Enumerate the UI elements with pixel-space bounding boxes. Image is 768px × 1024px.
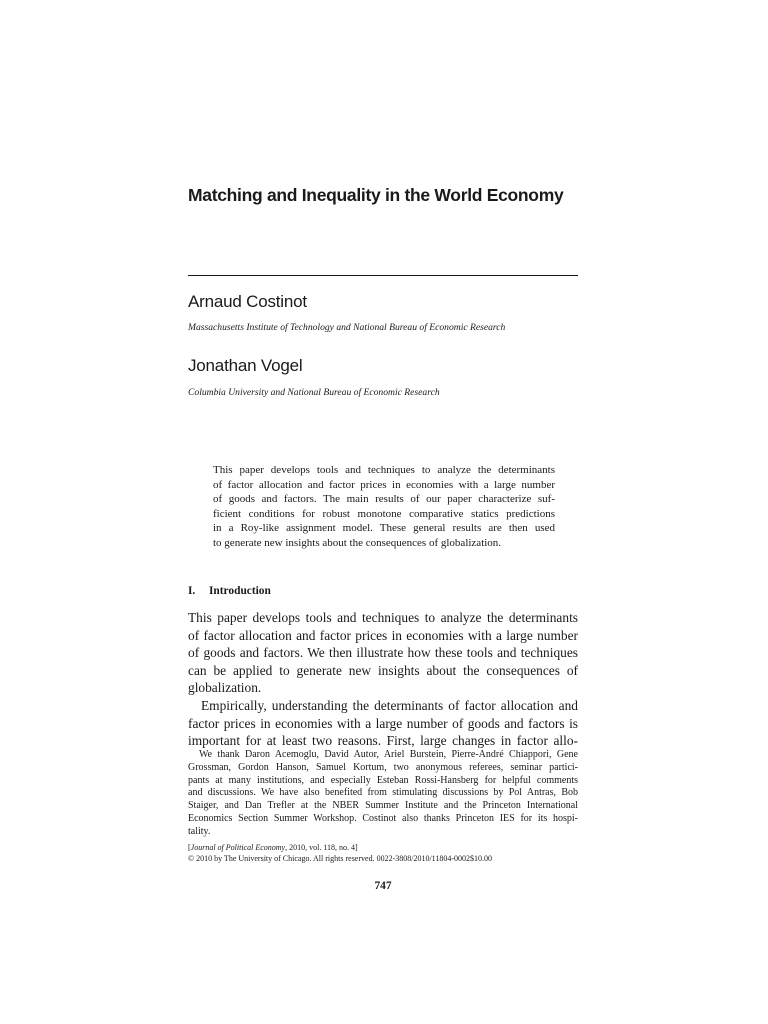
journal-name: Journal of Political Economy — [190, 843, 286, 852]
abstract-line: in a Roy-like assignment model. These general results are then used — [213, 522, 555, 535]
body-line: factor prices in economies with a large number of goods and factors is — [188, 715, 578, 731]
abstract — [213, 463, 555, 551]
body-line: This paper develops tools and techniques to analyze the determinants — [188, 610, 578, 625]
abstract-line: to generate new insights about the consequences of globalization. — [213, 536, 502, 549]
author-name-2: Jonathan Vogel — [188, 356, 303, 375]
page-number: 747 — [374, 880, 392, 892]
citation-details: , 2010, vol. 118, no. 4] — [285, 843, 358, 852]
section-title: Introduction — [209, 585, 271, 597]
copyright-line: © 2010 by The University of Chicago. All rights reserved. 0022-3808/2010/11804-0002$10.00 — [188, 854, 493, 863]
author-affiliation-2: Columbia University and National Bureau of Economic Research — [188, 387, 440, 398]
body-text — [188, 609, 578, 750]
body-line: can be applied to generate new insights about the consequences of — [188, 662, 578, 678]
abstract-line: of factor allocation and factor prices in economies with a large number — [213, 478, 555, 491]
body-line: important for at least two reasons. First, large changes in factor allo- — [188, 733, 578, 749]
footnote-line: pants at many institutions, and especially Esteban Rossi-Hansberg for helpful comments — [188, 774, 578, 786]
body-line: of factor allocation and factor prices in economies with a large number — [188, 627, 578, 643]
author-affiliation-1: Massachusetts Institute of Technology and National Bureau of Economic Research — [188, 322, 506, 333]
abstract-line: ficient conditions for robust monotone comparative statics predictions — [213, 507, 555, 520]
footnote-line: We thank Daron Acemoglu, David Autor, Ariel Burstein, Pierre-André Chiappori, Gene — [199, 749, 578, 760]
paper-title: Matching and Inequality in the World Economy — [188, 185, 564, 205]
footnote-line: Staiger, and Dan Trefler at the NBER Summer Institute and the Princeton International — [188, 800, 578, 812]
title-divider — [188, 275, 578, 276]
body-line: of goods and factors. We then illustrate how these tools and techniques — [188, 645, 578, 661]
body-line: globalization. — [188, 680, 262, 696]
author-name-1: Arnaud Costinot — [188, 292, 307, 311]
citation-line — [188, 842, 578, 853]
footnote-line: tality. — [188, 825, 211, 837]
acknowledgments-footnote — [188, 749, 578, 839]
section-number: I. — [188, 585, 196, 597]
citation-bracket: [ — [188, 843, 191, 852]
footnote-line: Economics Section Summer Workshop. Costinot also thanks Princeton IES for its hospi- — [188, 812, 578, 824]
footnote-line: and discussions. We have also benefited from stimulating discussions by Pol Antras, Bob — [188, 787, 578, 799]
section-heading — [188, 584, 271, 599]
abstract-line: This paper develops tools and techniques to analyze the determinants — [213, 464, 555, 476]
body-line: Empirically, understanding the determinants of factor allocation and — [201, 697, 578, 713]
footnote-line: Grossman, Gordon Hanson, Samuel Kortum, two anonymous referees, seminar partici- — [188, 761, 578, 773]
journal-citation — [188, 842, 578, 864]
abstract-line: of goods and factors. The main results of our paper characterize suf- — [213, 493, 555, 506]
